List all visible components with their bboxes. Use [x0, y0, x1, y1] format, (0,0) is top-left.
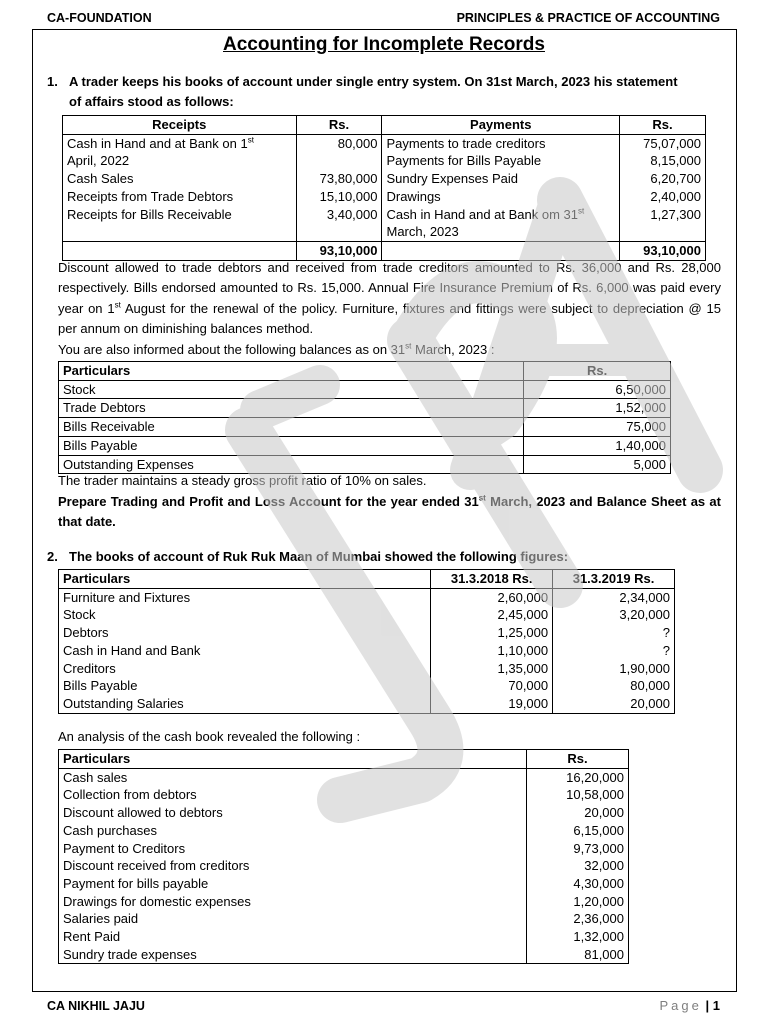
cell: 2,60,000 [431, 588, 553, 606]
cell: Cash in Hand and Bank [59, 642, 431, 660]
table-row [59, 588, 675, 606]
header-right: PRINCIPLES & PRACTICE OF ACCOUNTING [456, 11, 720, 25]
total-left: 93,10,000 [296, 241, 382, 260]
receipts-payments-table [62, 115, 706, 261]
cell: Cash sales [59, 768, 527, 786]
table-row [59, 857, 629, 875]
footer-page-number: 1 [712, 998, 720, 1013]
cell: Cash in Hand and at Bank om 31st [382, 206, 620, 224]
cell: 6,15,000 [527, 822, 629, 840]
cell: 32,000 [527, 857, 629, 875]
table-header-row [59, 570, 675, 589]
table-row [59, 695, 675, 713]
cell [296, 152, 382, 170]
cell: Creditors [59, 660, 431, 678]
table-row [59, 380, 671, 399]
cell: Rent Paid [59, 928, 527, 946]
table-row [63, 188, 706, 206]
header-left: CA-FOUNDATION [47, 11, 152, 25]
cell: 3,20,000 [553, 606, 675, 624]
cash-book-table [58, 749, 629, 964]
comparative-figures-table [58, 569, 675, 714]
table-row [59, 893, 629, 911]
table-row [59, 804, 629, 822]
question-1-paragraph-3: The trader maintains a steady gross profit ratio of 10% on sales. [58, 473, 427, 488]
cell: Receipts for Bills Receivable [63, 206, 297, 224]
question-1-line2: of affairs stood as follows: [69, 94, 234, 109]
cell: 73,80,000 [296, 170, 382, 188]
question-1 [47, 72, 727, 112]
footer-page [660, 998, 720, 1013]
cell: 20,000 [553, 695, 675, 713]
cell: Bills Receivable [59, 418, 524, 437]
cell: ? [553, 624, 675, 642]
cell: Cash in Hand and at Bank on 1st [63, 134, 297, 152]
cell: Discount received from creditors [59, 857, 527, 875]
header-particulars: Particulars [59, 570, 431, 589]
cell: 3,40,000 [296, 206, 382, 224]
footer-author: CA NIKHIL JAJU [47, 999, 145, 1013]
cell: 1,32,000 [527, 928, 629, 946]
footer-page-label: Page [659, 998, 702, 1013]
cell: 20,000 [527, 804, 629, 822]
cell: Sundry trade expenses [59, 946, 527, 964]
table-header-row [63, 116, 706, 135]
cell: 5,000 [524, 455, 671, 474]
cell: April, 2022 [63, 152, 297, 170]
cell: Receipts from Trade Debtors [63, 188, 297, 206]
table-row [59, 660, 675, 678]
cell: Sundry Expenses Paid [382, 170, 620, 188]
table-row [59, 436, 671, 455]
cell: Cash Sales [63, 170, 297, 188]
cell: Furniture and Fixtures [59, 588, 431, 606]
cell: Stock [59, 380, 524, 399]
table-row [59, 822, 629, 840]
question-1-paragraph-1: Discount allowed to trade debtors and received from trade creditors amounted to Rs. 36,000 and Rs. 28,000 respectively. Bills endorsed amounted to Rs. 15,000. Annual Fire Insurance Premium of Rs. 6,000 was paid every year on 1st August for the renewal of the policy. Furniture, fixtures and fittings were subject to depreciation @ 15 per annum on diminishing balances method. [58, 260, 721, 336]
cell: Drawings for domestic expenses [59, 893, 527, 911]
header-rs: Rs. [524, 362, 671, 381]
cell: 1,40,000 [524, 436, 671, 455]
balances-table [58, 361, 671, 474]
table-row [59, 875, 629, 893]
cell: Outstanding Expenses [59, 455, 524, 474]
question-2-number: 2. [47, 549, 58, 564]
table-row [59, 928, 629, 946]
cell [296, 223, 382, 241]
table-row [59, 910, 629, 928]
total-right: 93,10,000 [620, 241, 706, 260]
table-header-row [59, 750, 629, 769]
footer-separator: | [705, 998, 713, 1013]
table-row [63, 152, 706, 170]
cell: 75,000 [524, 418, 671, 437]
cell: 9,73,000 [527, 840, 629, 858]
cell: 1,35,000 [431, 660, 553, 678]
table-row [59, 786, 629, 804]
cell: Trade Debtors [59, 399, 524, 418]
cell: Salaries paid [59, 910, 527, 928]
cell: 10,58,000 [527, 786, 629, 804]
cell: Payments for Bills Payable [382, 152, 620, 170]
cell: 80,000 [296, 134, 382, 152]
cell: 1,25,000 [431, 624, 553, 642]
cell: Debtors [59, 624, 431, 642]
header-receipts: Receipts [63, 116, 297, 135]
cell: 75,07,000 [620, 134, 706, 152]
header-rs-left: Rs. [296, 116, 382, 135]
cell: Stock [59, 606, 431, 624]
table-row [63, 223, 706, 241]
cell: 8,15,000 [620, 152, 706, 170]
question-1-paragraph-2: You are also informed about the following balances as on 31st March, 2023 : [58, 341, 495, 357]
question-1-line1: A trader keeps his books of account under single entry system. On 31st March, 2023 his statement [69, 74, 678, 89]
question-2-line1: The books of account of Ruk Ruk Maan of Mumbai showed the following figures: [69, 549, 569, 564]
cell: Discount allowed to debtors [59, 804, 527, 822]
cell: 1,90,000 [553, 660, 675, 678]
cell: Collection from debtors [59, 786, 527, 804]
header-rs: Rs. [527, 750, 629, 769]
question-2-paragraph-1: An analysis of the cash book revealed the following : [58, 729, 361, 744]
cell: 6,50,000 [524, 380, 671, 399]
cell: Bills Payable [59, 436, 524, 455]
header-particulars: Particulars [59, 362, 524, 381]
cell: Drawings [382, 188, 620, 206]
table-row [59, 418, 671, 437]
cell: 2,36,000 [527, 910, 629, 928]
cell: Payments to trade creditors [382, 134, 620, 152]
cell: Payment for bills payable [59, 875, 527, 893]
header-rs-right: Rs. [620, 116, 706, 135]
cell: ? [553, 642, 675, 660]
cell: 2,40,000 [620, 188, 706, 206]
cell: Payment to Creditors [59, 840, 527, 858]
cell [63, 223, 297, 241]
cell: 15,10,000 [296, 188, 382, 206]
cell: 4,30,000 [527, 875, 629, 893]
cell [620, 223, 706, 241]
cell: Cash purchases [59, 822, 527, 840]
cell: 2,34,000 [553, 588, 675, 606]
header-2018: 31.3.2018 Rs. [431, 570, 553, 589]
cell: 19,000 [431, 695, 553, 713]
cell: 80,000 [553, 677, 675, 695]
table-row [63, 206, 706, 224]
cell: 1,10,000 [431, 642, 553, 660]
table-row [59, 946, 629, 964]
header-2019: 31.3.2019 Rs. [553, 570, 675, 589]
cell: 16,20,000 [527, 768, 629, 786]
table-row [59, 399, 671, 418]
cell: 70,000 [431, 677, 553, 695]
table-row [59, 642, 675, 660]
table-row [59, 606, 675, 624]
table-row [59, 677, 675, 695]
table-row [63, 170, 706, 188]
cell: 2,45,000 [431, 606, 553, 624]
cell: Bills Payable [59, 677, 431, 695]
cell: 6,20,700 [620, 170, 706, 188]
header-payments: Payments [382, 116, 620, 135]
cell: March, 2023 [382, 223, 620, 241]
cell: 1,27,300 [620, 206, 706, 224]
question-2 [47, 547, 727, 567]
page-title: Accounting for Incomplete Records [223, 34, 545, 55]
question-1-instruction: Prepare Trading and Profit and Loss Account for the year ended 31st March, 2023 and Balance Sheet as at that date. [58, 493, 721, 530]
table-row [59, 840, 629, 858]
cell: 81,000 [527, 946, 629, 964]
table-row [59, 768, 629, 786]
table-row [63, 134, 706, 152]
cell: 1,52,000 [524, 399, 671, 418]
cell: 1,20,000 [527, 893, 629, 911]
cell: Outstanding Salaries [59, 695, 431, 713]
table-row [59, 624, 675, 642]
header-particulars: Particulars [59, 750, 527, 769]
table-header-row [59, 362, 671, 381]
question-1-number: 1. [47, 74, 58, 89]
